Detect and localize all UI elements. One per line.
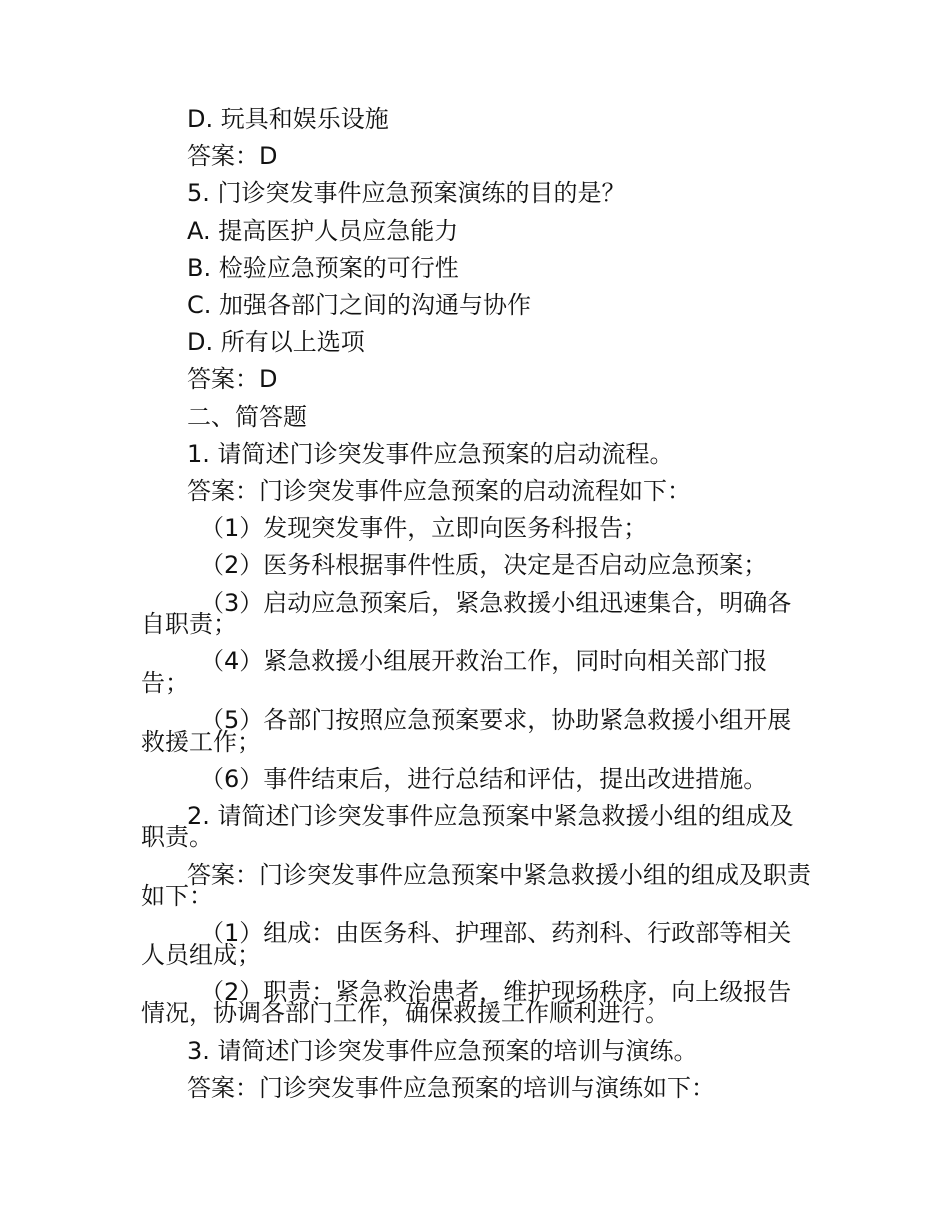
answer-step: （1）组成：由医务科、护理部、药剂科、行政部等相关人员组成； [141,919,792,969]
answer-line: 答案：D [187,365,278,394]
answer-step: （1）发现突发事件，立即向医务科报告； [200,514,648,543]
answer-step: （3）启动应急预案后，紧急救援小组迅速集合，明确各自职责； [141,588,792,639]
option-d-line: D. 所有以上选项 [187,328,365,357]
answer-step: （6）事件结束后，进行总结和评估，提出改进措施。 [200,764,768,793]
answer-step: （2）医务科根据事件性质，决定是否启动应急预案； [200,551,768,580]
answer-intro: 答案：门诊突发事件应急预案中紧急救援小组的组成及职责如下： [141,860,811,911]
short-question-1: 1. 请简述门诊突发事件应急预案的启动流程。 [187,439,674,468]
short-question-3: 3. 请简述门诊突发事件应急预案的培训与演练。 [187,1036,698,1065]
answer-step: （5）各部门按照应急预案要求，协助紧急救援小组开展救援工作； [141,706,792,756]
option-d-line: D. 玩具和娱乐设施 [187,105,389,133]
question-5: 5. 门诊突发事件应急预案演练的目的是？ [187,179,626,208]
answer-line: 答案：D [187,142,278,171]
answer-step: （4）紧急救援小组展开救治工作，同时向相关部门报告； [141,647,768,697]
answer-intro: 答案：门诊突发事件应急预案的培训与演练如下： [187,1073,715,1102]
option-c-line: C. 加强各部门之间的沟通与协作 [187,291,532,320]
section-heading: 二、简答题 [187,402,307,431]
option-a-line: A. 提高医护人员应急能力 [187,216,459,245]
short-question-2: 2. 请简述门诊突发事件应急预案中紧急救援小组的组成及职责。 [141,801,794,852]
answer-intro: 答案：门诊突发事件应急预案的启动流程如下： [187,477,691,506]
option-b-line: B. 检验应急预案的可行性 [187,253,459,282]
document-body [141,101,821,1107]
answer-step: （2）职责：紧急救治患者，维护现场秩序，向上级报告情况，协调各部门工作，确保救援工作顺利进行。 [141,977,792,1028]
